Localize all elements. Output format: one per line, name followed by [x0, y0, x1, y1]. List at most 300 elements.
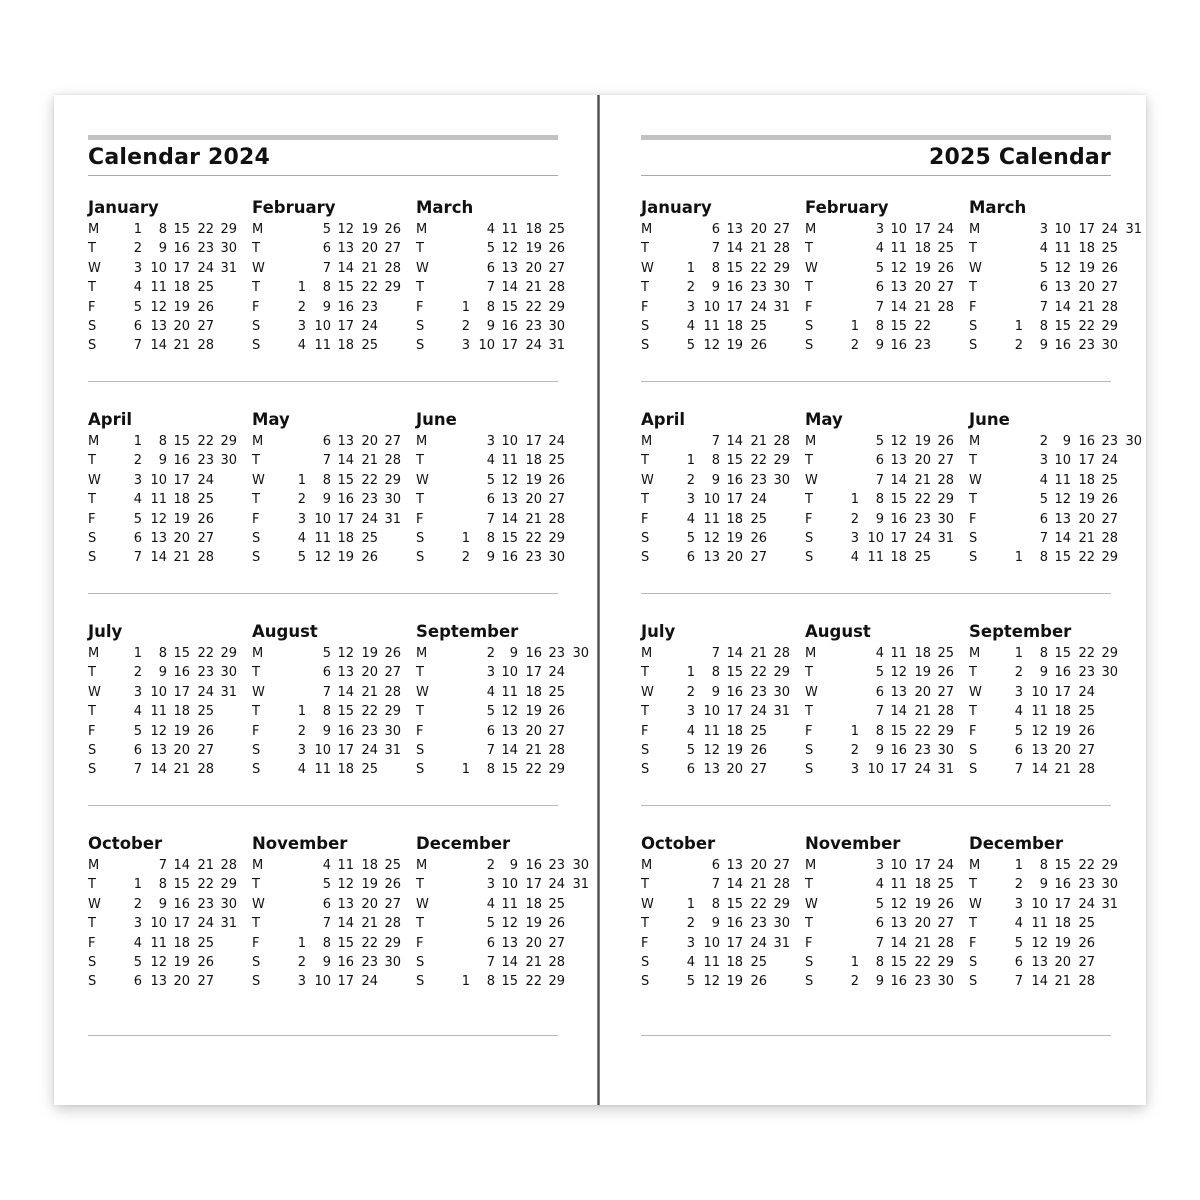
date-cell: 22: [1078, 646, 1095, 661]
date-cell: 20: [525, 723, 542, 739]
date-cell: 28: [937, 935, 954, 951]
date-cell: 1: [461, 974, 470, 990]
date-cell: 6: [133, 530, 142, 546]
date-cell: 19: [361, 222, 378, 237]
week-day-row: [805, 317, 965, 336]
date-cell: 1: [1014, 858, 1023, 873]
date-cell: 14: [173, 858, 190, 873]
date-cell: 22: [525, 762, 542, 778]
date-cell: 27: [1101, 511, 1118, 527]
month-grid: [252, 220, 412, 356]
date-cell: 3: [850, 530, 859, 546]
date-cell: 16: [726, 472, 743, 488]
date-cell: 17: [337, 742, 354, 758]
date-cell: 1: [133, 877, 142, 893]
weekday-label: T: [88, 665, 96, 681]
date-cell: 29: [773, 453, 790, 469]
weekday-label: T: [641, 704, 649, 720]
date-cell: 25: [197, 935, 214, 951]
date-cell: 19: [361, 646, 378, 661]
date-cell: 8: [875, 318, 884, 334]
date-cell: 15: [173, 222, 190, 237]
weekday-label: T: [805, 492, 813, 508]
date-cell: 7: [1039, 530, 1048, 546]
date-cell: 26: [750, 742, 767, 758]
date-cell: 20: [726, 762, 743, 778]
week-day-row: [88, 317, 248, 336]
date-cell: 30: [220, 665, 237, 681]
weekday-label: F: [88, 299, 96, 315]
date-cell: 19: [173, 511, 190, 527]
date-cell: 22: [361, 472, 378, 488]
weekday-label: F: [805, 511, 813, 527]
date-cell: 7: [486, 742, 495, 758]
date-cell: 28: [384, 684, 401, 700]
date-cell: 6: [486, 935, 495, 951]
date-cell: 17: [726, 492, 743, 508]
date-cell: 3: [133, 472, 142, 488]
date-cell: 6: [1014, 954, 1023, 970]
week-day-row: [805, 856, 965, 875]
date-cell: 11: [1054, 472, 1071, 488]
weekday-label: S: [252, 550, 261, 566]
date-cell: 12: [703, 974, 720, 990]
week-day-row: [88, 972, 248, 991]
header-bar: [641, 135, 1111, 140]
date-cell: 4: [297, 338, 306, 354]
weekday-label: M: [641, 646, 653, 661]
weekday-label: S: [805, 954, 814, 970]
date-cell: 25: [548, 453, 565, 469]
date-cell: 11: [314, 530, 331, 546]
month-march: [969, 198, 1142, 356]
weekday-label: F: [252, 511, 260, 527]
date-cell: 21: [361, 916, 378, 932]
week-day-row: [969, 278, 1129, 297]
date-cell: 13: [501, 723, 518, 739]
weekday-label: T: [416, 916, 424, 932]
date-cell: 9: [322, 723, 331, 739]
week-day-row: [641, 856, 801, 875]
week-day-row: [252, 856, 412, 875]
date-cell: 16: [890, 338, 907, 354]
date-cell: 20: [914, 916, 931, 932]
date-cell: 17: [173, 916, 190, 932]
week-day-row: [416, 644, 589, 663]
weekday-label: W: [88, 260, 101, 276]
date-cell: 21: [1054, 974, 1071, 990]
date-cell: 25: [548, 896, 565, 912]
date-cell: 20: [750, 858, 767, 873]
week-day-row: [416, 529, 576, 548]
date-cell: 17: [525, 877, 542, 893]
date-cell: 11: [501, 896, 518, 912]
month-november: [805, 834, 965, 992]
date-cell: 23: [914, 338, 931, 354]
date-cell: 4: [875, 877, 884, 893]
date-cell: 17: [726, 299, 743, 315]
date-cell: 6: [1014, 742, 1023, 758]
date-cell: 16: [726, 280, 743, 296]
date-cell: 4: [133, 935, 142, 951]
date-cell: 18: [173, 704, 190, 720]
month-april: [641, 410, 801, 568]
date-cell: 2: [1039, 434, 1048, 449]
date-cell: 12: [1031, 723, 1048, 739]
date-cell: 16: [890, 974, 907, 990]
date-cell: 25: [937, 877, 954, 893]
date-cell: 5: [486, 916, 495, 932]
date-cell: 3: [133, 916, 142, 932]
date-cell: 8: [711, 260, 720, 276]
week-day-row: [88, 548, 248, 567]
date-cell: 9: [486, 318, 495, 334]
date-cell: 14: [337, 916, 354, 932]
weekday-label: S: [252, 742, 261, 758]
date-cell: 13: [890, 684, 907, 700]
week-day-row: [88, 875, 248, 894]
date-cell: 29: [1101, 646, 1118, 661]
weekday-label: M: [805, 858, 817, 873]
date-cell: 21: [525, 954, 542, 970]
week-day-row: [88, 278, 248, 297]
month-march: [416, 198, 576, 356]
date-cell: 28: [773, 434, 790, 449]
date-cell: 28: [773, 877, 790, 893]
weekday-label: T: [88, 280, 96, 296]
date-cell: 3: [1014, 896, 1023, 912]
date-cell: 25: [361, 530, 378, 546]
date-cell: 9: [158, 241, 167, 257]
date-cell: 21: [750, 877, 767, 893]
date-cell: 12: [890, 260, 907, 276]
date-cell: 23: [914, 511, 931, 527]
date-cell: 20: [173, 974, 190, 990]
date-cell: 5: [133, 511, 142, 527]
date-cell: 22: [525, 974, 542, 990]
week-day-row: [641, 741, 801, 760]
date-cell: 17: [914, 858, 931, 873]
week-day-row: [641, 663, 801, 682]
weekday-label: S: [641, 550, 650, 566]
date-cell: 12: [1054, 260, 1071, 276]
date-cell: 29: [384, 472, 401, 488]
date-cell: 14: [501, 280, 518, 296]
weekday-label: S: [805, 550, 814, 566]
date-cell: 30: [384, 954, 401, 970]
week-day-row: [969, 490, 1129, 509]
week-day-row: [969, 298, 1129, 317]
month-name: June: [416, 410, 457, 429]
date-cell: 8: [158, 646, 167, 661]
date-cell: 2: [133, 665, 142, 681]
date-cell: 31: [773, 299, 790, 315]
date-cell: 15: [726, 260, 743, 276]
date-cell: 4: [1014, 704, 1023, 720]
date-cell: 18: [525, 222, 542, 237]
date-cell: 23: [1078, 877, 1095, 893]
date-cell: 15: [337, 280, 354, 296]
week-day-row: [252, 317, 412, 336]
month-grid: [641, 220, 801, 356]
date-cell: 22: [361, 704, 378, 720]
date-cell: 18: [361, 858, 378, 873]
date-cell: 29: [548, 299, 565, 315]
date-cell: 16: [173, 896, 190, 912]
date-cell: 23: [1078, 338, 1095, 354]
date-cell: 21: [750, 241, 767, 257]
date-cell: 10: [1031, 684, 1048, 700]
date-cell: 6: [322, 434, 331, 449]
date-cell: 6: [322, 241, 331, 257]
week-day-row: [252, 510, 412, 529]
date-cell: 3: [297, 511, 306, 527]
date-cell: 4: [686, 954, 695, 970]
weekday-label: M: [252, 858, 264, 873]
week-day-row: [969, 663, 1129, 682]
date-cell: 21: [914, 935, 931, 951]
date-cell: 27: [1078, 742, 1095, 758]
date-cell: 23: [525, 550, 542, 566]
month-name: May: [805, 410, 843, 429]
date-cell: 10: [703, 935, 720, 951]
date-cell: 6: [322, 896, 331, 912]
date-cell: 27: [937, 684, 954, 700]
date-cell: 6: [486, 492, 495, 508]
date-cell: 17: [1054, 684, 1071, 700]
week-day-row: [641, 702, 801, 721]
date-cell: 11: [150, 704, 167, 720]
date-cell: 21: [914, 704, 931, 720]
date-cell: 14: [890, 472, 907, 488]
date-cell: 15: [1054, 858, 1071, 873]
weekday-label: S: [416, 954, 425, 970]
date-cell: 15: [501, 974, 518, 990]
date-cell: 10: [890, 858, 907, 873]
date-cell: 14: [501, 511, 518, 527]
weekday-label: S: [88, 550, 97, 566]
weekday-label: S: [252, 338, 261, 354]
date-cell: 24: [750, 935, 767, 951]
date-cell: 1: [133, 434, 142, 449]
date-cell: 27: [750, 550, 767, 566]
date-cell: 4: [486, 896, 495, 912]
date-cell: 11: [890, 241, 907, 257]
date-cell: 19: [337, 550, 354, 566]
week-day-row: [805, 220, 965, 239]
date-cell: 12: [337, 646, 354, 661]
date-cell: 30: [1101, 877, 1118, 893]
date-cell: 15: [501, 762, 518, 778]
date-cell: 16: [726, 916, 743, 932]
weekday-label: W: [416, 472, 429, 488]
weekday-label: S: [641, 338, 650, 354]
date-cell: 1: [461, 299, 470, 315]
date-cell: 9: [711, 472, 720, 488]
week-day-row: [416, 278, 576, 297]
date-cell: 1: [1014, 646, 1023, 661]
weekday-label: T: [805, 453, 813, 469]
date-cell: 22: [1078, 550, 1095, 566]
week-day-row: [88, 953, 248, 972]
date-cell: 22: [197, 646, 214, 661]
date-cell: 19: [914, 896, 931, 912]
date-cell: 13: [337, 241, 354, 257]
date-cell: 28: [1078, 762, 1095, 778]
month-february: [252, 198, 412, 356]
weekday-label: S: [416, 338, 425, 354]
month-grid: [805, 856, 965, 992]
week-day-row: [969, 895, 1129, 914]
date-cell: 17: [173, 684, 190, 700]
date-cell: 31: [384, 742, 401, 758]
date-cell: 2: [686, 916, 695, 932]
quarter-divider: [641, 381, 1111, 382]
week-day-row: [252, 934, 412, 953]
date-cell: 15: [726, 453, 743, 469]
date-cell: 26: [1101, 260, 1118, 276]
date-cell: 24: [197, 472, 214, 488]
weekday-label: S: [416, 742, 425, 758]
weekday-label: S: [805, 742, 814, 758]
month-grid: [641, 432, 801, 568]
date-cell: 31: [773, 935, 790, 951]
weekday-label: T: [805, 916, 813, 932]
date-cell: 22: [914, 723, 931, 739]
week-day-row: [641, 239, 801, 258]
date-cell: 28: [937, 704, 954, 720]
date-cell: 2: [850, 974, 859, 990]
date-cell: 20: [1054, 742, 1071, 758]
weekday-label: W: [252, 260, 265, 276]
date-cell: 19: [1054, 723, 1071, 739]
month-grid: [252, 644, 412, 780]
week-day-row: [641, 490, 801, 509]
date-cell: 13: [890, 916, 907, 932]
date-cell: 7: [1014, 974, 1023, 990]
date-cell: 21: [914, 299, 931, 315]
week-day-row: [805, 471, 965, 490]
quarter-divider: [641, 593, 1111, 594]
date-cell: 5: [133, 299, 142, 315]
date-cell: 26: [197, 954, 214, 970]
weekday-label: F: [416, 511, 424, 527]
weekday-label: T: [805, 665, 813, 681]
date-cell: 11: [501, 453, 518, 469]
date-cell: 23: [1101, 434, 1118, 449]
date-cell: 24: [548, 434, 565, 449]
month-april: [88, 410, 248, 568]
date-cell: 30: [220, 241, 237, 257]
date-cell: 2: [133, 241, 142, 257]
date-cell: 19: [173, 723, 190, 739]
weekday-label: T: [88, 916, 96, 932]
date-cell: 19: [726, 974, 743, 990]
week-day-row: [416, 683, 576, 702]
date-cell: 26: [384, 222, 401, 237]
date-cell: 25: [750, 318, 767, 334]
date-cell: 9: [711, 280, 720, 296]
weekday-label: M: [252, 646, 264, 661]
week-day-row: [641, 934, 801, 953]
date-cell: 8: [1039, 550, 1048, 566]
date-cell: 29: [220, 434, 237, 449]
month-january: [641, 198, 801, 356]
week-day-row: [252, 895, 412, 914]
date-cell: 28: [548, 742, 565, 758]
date-cell: 7: [322, 684, 331, 700]
week-day-row: [252, 722, 412, 741]
weekday-label: M: [969, 858, 981, 873]
week-day-row: [88, 298, 248, 317]
weekday-label: M: [88, 858, 100, 873]
date-cell: 12: [890, 896, 907, 912]
weekday-label: F: [416, 723, 424, 739]
week-day-row: [805, 259, 965, 278]
date-cell: 2: [297, 723, 306, 739]
date-cell: 6: [875, 280, 884, 296]
date-cell: 31: [220, 260, 237, 276]
date-cell: 13: [1031, 954, 1048, 970]
date-cell: 7: [711, 877, 720, 893]
date-cell: 2: [133, 453, 142, 469]
month-july: [641, 622, 801, 780]
weekday-label: F: [88, 935, 96, 951]
date-cell: 8: [322, 472, 331, 488]
date-cell: 23: [1078, 665, 1095, 681]
date-cell: 20: [361, 665, 378, 681]
date-cell: 22: [750, 665, 767, 681]
week-day-row: [416, 663, 576, 682]
date-cell: 12: [337, 877, 354, 893]
date-cell: 8: [711, 665, 720, 681]
date-cell: 24: [361, 742, 378, 758]
date-cell: 23: [361, 723, 378, 739]
week-day-row: [252, 953, 412, 972]
date-cell: 19: [173, 299, 190, 315]
month-grid: [969, 220, 1142, 356]
week-day-row: [969, 644, 1129, 663]
date-cell: 15: [173, 646, 190, 661]
date-cell: 18: [726, 511, 743, 527]
week-day-row: [252, 644, 412, 663]
date-cell: 6: [875, 684, 884, 700]
date-cell: 21: [361, 453, 378, 469]
date-cell: 29: [773, 896, 790, 912]
date-cell: 11: [150, 492, 167, 508]
date-cell: 25: [914, 550, 931, 566]
date-cell: 22: [914, 492, 931, 508]
week-day-row: [416, 702, 576, 721]
date-cell: 6: [711, 222, 720, 237]
date-cell: 14: [150, 550, 167, 566]
weekday-label: F: [641, 935, 649, 951]
date-cell: 13: [150, 318, 167, 334]
date-cell: 7: [875, 472, 884, 488]
date-cell: 22: [914, 954, 931, 970]
date-cell: 4: [133, 704, 142, 720]
date-cell: 1: [1014, 318, 1023, 334]
weekday-label: S: [969, 530, 978, 546]
date-cell: 17: [501, 338, 518, 354]
date-cell: 25: [937, 241, 954, 257]
page-title: Calendar 2024: [88, 145, 271, 170]
date-cell: 5: [297, 550, 306, 566]
date-cell: 11: [150, 280, 167, 296]
date-cell: 5: [875, 665, 884, 681]
weekday-label: T: [805, 280, 813, 296]
date-cell: 22: [1078, 858, 1095, 873]
